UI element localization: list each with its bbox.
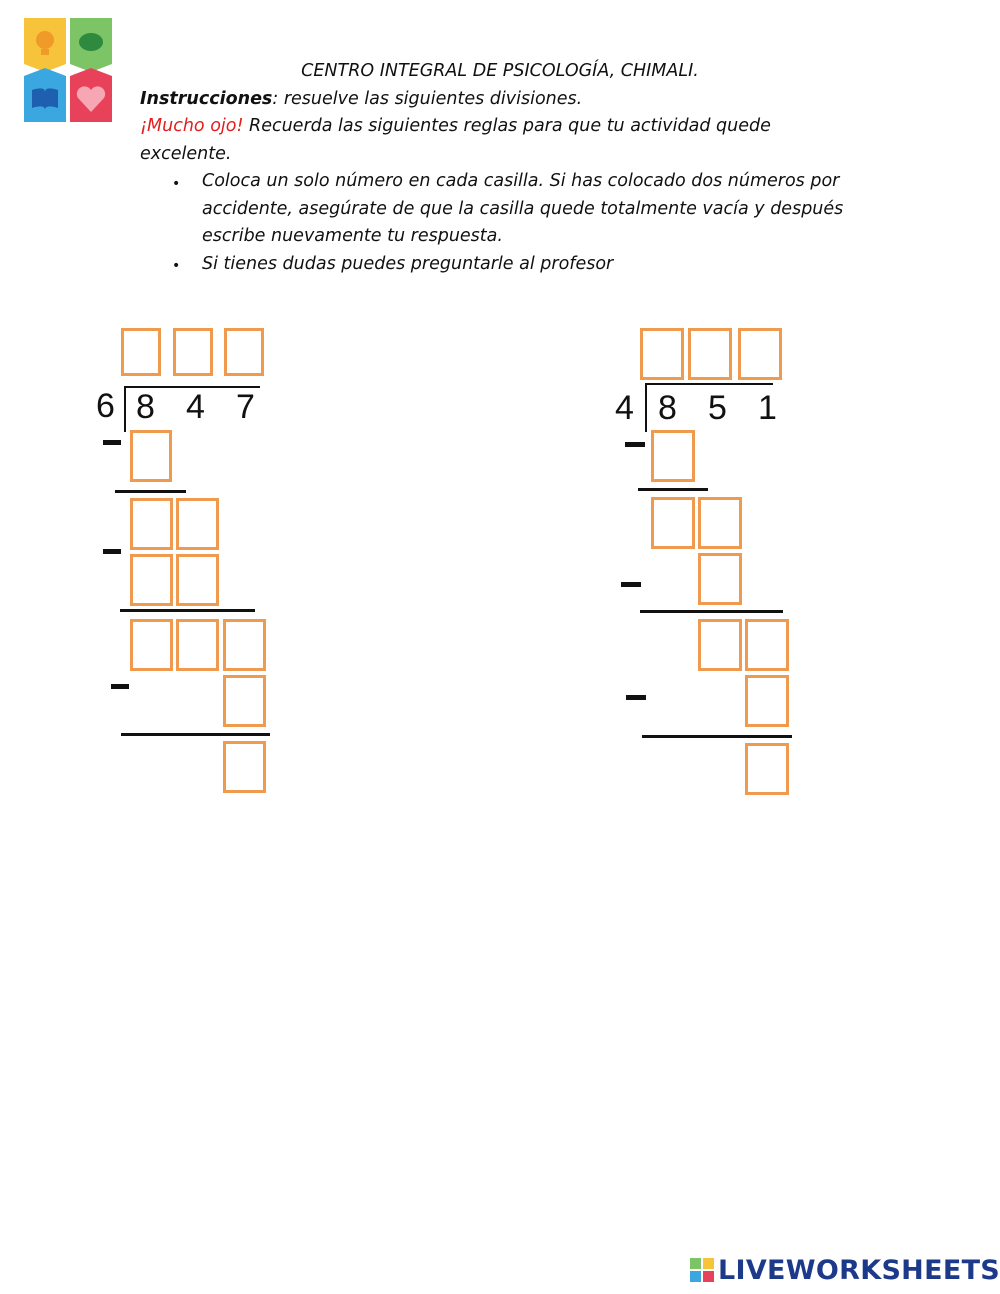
division-bracket (645, 384, 647, 432)
minus-sign (621, 582, 641, 587)
rule-1-line-1: Coloca un solo número en cada casilla. Si has colocado dos números por (202, 171, 840, 191)
minus-sign (626, 695, 646, 700)
answer-box[interactable] (698, 553, 742, 605)
remainder-box[interactable] (745, 743, 789, 795)
subtraction-line (642, 735, 792, 738)
bullet-dot: • (172, 258, 181, 274)
answer-box[interactable] (223, 619, 266, 671)
page-title: CENTRO INTEGRAL DE PSICOLOGÍA, CHIMALI. (301, 61, 699, 81)
quotient-box[interactable] (738, 328, 782, 380)
answer-box[interactable] (130, 619, 173, 671)
instructions-line (140, 89, 582, 109)
dividend-digit: 4 (186, 388, 205, 426)
subtraction-line (121, 733, 270, 736)
instructions-label: Instrucciones (140, 89, 273, 109)
warning-label: ¡Mucho ojo! (140, 116, 244, 136)
brand-name: LIVEWORKSHEETS (718, 1254, 1000, 1286)
dividend-digit: 7 (236, 388, 255, 426)
answer-box[interactable] (698, 497, 742, 549)
answer-box[interactable] (176, 554, 219, 606)
divisor: 4 (615, 389, 634, 427)
answer-box[interactable] (130, 498, 173, 550)
minus-sign (111, 684, 129, 689)
quotient-box[interactable] (173, 328, 213, 376)
answer-box[interactable] (130, 430, 172, 482)
answer-box[interactable] (698, 619, 742, 671)
subtraction-line (638, 488, 708, 491)
answer-box[interactable] (176, 498, 219, 550)
divisor: 6 (96, 387, 115, 425)
answer-box[interactable] (223, 675, 266, 727)
quotient-box[interactable] (640, 328, 684, 380)
rule-1-line-2: accidente, asegúrate de que la casilla quede totalmente vacía y después (202, 199, 844, 219)
dividend-digit: 8 (658, 389, 677, 427)
rule-1-line-3: escribe nuevamente tu respuesta. (202, 226, 503, 246)
bullet-dot: • (172, 176, 181, 192)
division-bracket (124, 388, 126, 432)
minus-sign (625, 442, 645, 447)
answer-box[interactable] (651, 497, 695, 549)
dividend-digit: 8 (136, 388, 155, 426)
dividend-digit: 1 (758, 389, 777, 427)
quotient-box[interactable] (224, 328, 264, 376)
quotient-box[interactable] (688, 328, 732, 380)
warning-text-continued: excelente. (140, 144, 232, 164)
quotient-box[interactable] (121, 328, 161, 376)
dividend-digit: 5 (708, 389, 727, 427)
minus-sign (103, 549, 121, 554)
answer-box[interactable] (651, 430, 695, 482)
subtraction-line (120, 609, 255, 612)
brain-icon (79, 33, 103, 51)
subtraction-line (115, 490, 186, 493)
warning-text: Recuerda las siguientes reglas para que tu actividad quede (243, 116, 771, 136)
remainder-box[interactable] (223, 741, 266, 793)
answer-box[interactable] (745, 619, 789, 671)
minus-sign (103, 440, 121, 445)
division-bracket-top (645, 383, 773, 385)
warning-line (140, 116, 771, 136)
liveworksheets-logo-icon (690, 1258, 714, 1282)
subtraction-line (640, 610, 783, 613)
rule-2: Si tienes dudas puedes preguntarle al profesor (202, 254, 614, 274)
liveworksheets-brand (690, 1254, 1000, 1286)
answer-box[interactable] (176, 619, 219, 671)
instructions-text: : resuelve las siguientes divisiones. (272, 89, 583, 109)
answer-box[interactable] (745, 675, 789, 727)
answer-box[interactable] (130, 554, 173, 606)
